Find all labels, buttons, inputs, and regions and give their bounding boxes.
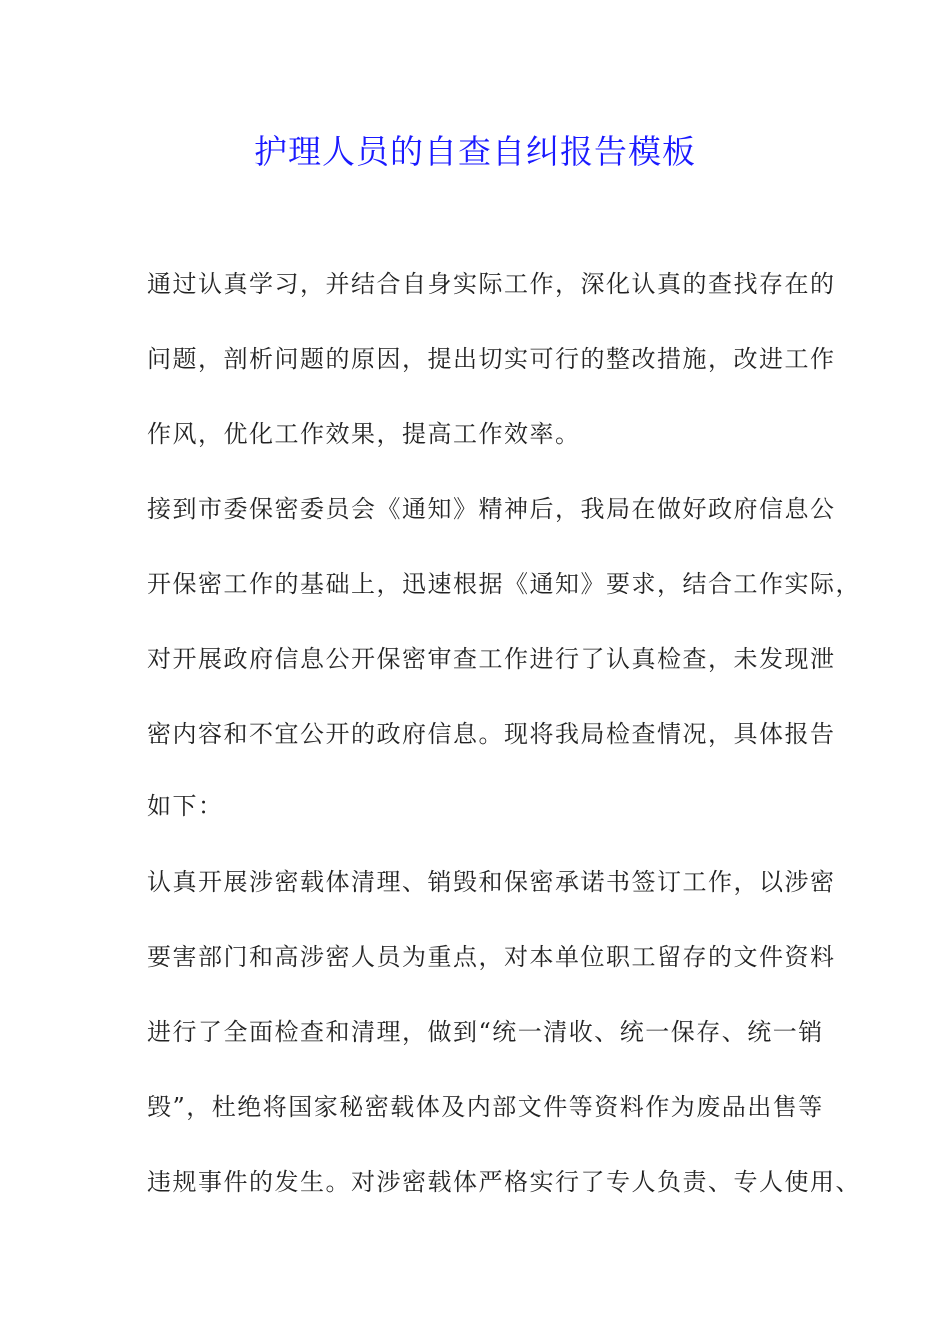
paragraph-line: 要害部门和高涉密人员为重点，对本单位职工留存的文件资料 <box>147 943 836 971</box>
paragraph-line: 密内容和不宜公开的政府信息。现将我局检查情况，具体报告 <box>147 720 836 748</box>
paragraph-line: 认真开展涉密载体清理、销毁和保密承诺书签订工作，以涉密 <box>147 868 836 896</box>
document-title: 护理人员的自查自纠报告模板 <box>254 132 696 171</box>
paragraph-line: 通过认真学习，并结合自身实际工作，深化认真的查找存在的 <box>147 270 836 298</box>
paragraph-line: 接到市委保密委员会《通知》精神后，我局在做好政府信息公 <box>147 495 836 523</box>
paragraph-line: 违规事件的发生。对涉密载体严格实行了专人负责、专人使用、 <box>147 1168 861 1196</box>
paragraph-line: 如下： <box>147 792 224 820</box>
paragraph-line: 毁”，杜绝将国家秘密载体及内部文件等资料作为废品出售等 <box>147 1093 824 1121</box>
paragraph-line: 作风，优化工作效果，提高工作效率。 <box>147 420 581 448</box>
paragraph-line: 对开展政府信息公开保密审查工作进行了认真检查，未发现泄 <box>147 645 836 673</box>
paragraph-line: 进行了全面检查和清理，做到“统一清收、统一保存、统一销 <box>147 1018 824 1046</box>
paragraph-line: 问题，剖析问题的原因，提出切实可行的整改措施，改进工作 <box>147 345 836 373</box>
paragraph-line: 开保密工作的基础上，迅速根据《通知》要求，结合工作实际， <box>147 570 861 598</box>
